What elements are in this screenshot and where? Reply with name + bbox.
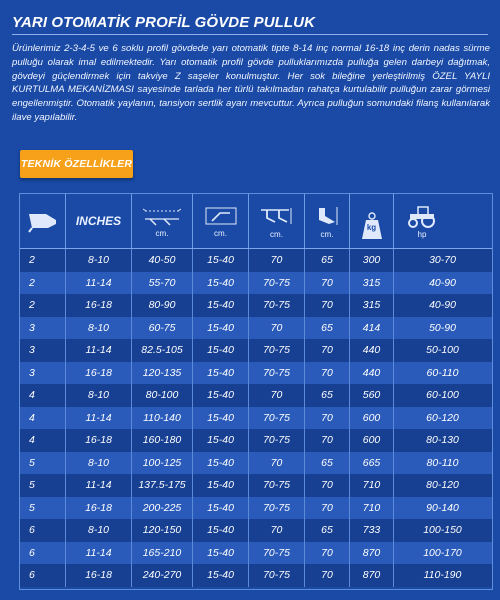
table-cell: 6 bbox=[20, 542, 66, 565]
table-cell: 15-40 bbox=[193, 339, 249, 362]
table-cell: 16-18 bbox=[66, 497, 132, 520]
table-cell: 440 bbox=[350, 339, 394, 362]
table-cell: 16-18 bbox=[66, 564, 132, 587]
table-cell: 70-75 bbox=[249, 407, 305, 430]
table-cell: 80-110 bbox=[426, 456, 459, 469]
table-cell: 315 bbox=[350, 272, 394, 295]
table-cell: 15-40 bbox=[193, 429, 249, 452]
table-cell: 80-100 bbox=[132, 384, 193, 407]
table-cell: 70 bbox=[305, 407, 350, 430]
table-row bbox=[20, 474, 492, 497]
specs-table bbox=[19, 193, 493, 590]
table-cell: 70-75 bbox=[249, 564, 305, 587]
table-cell: 100-170 bbox=[423, 546, 462, 559]
title-divider bbox=[12, 34, 488, 35]
table-cell: 110-140 bbox=[132, 407, 193, 430]
table-cell: 15-40 bbox=[193, 519, 249, 542]
table-cell: 15-40 bbox=[193, 542, 249, 565]
table-cell: 30-70 bbox=[429, 254, 456, 267]
working-width-header: cm. bbox=[132, 194, 193, 248]
beam-height-header: cm. bbox=[305, 194, 350, 248]
table-cell: 70 bbox=[305, 294, 350, 317]
table-cell: 160-180 bbox=[132, 429, 193, 452]
table-cell: 60-120 bbox=[426, 411, 459, 424]
table-cell: 5 bbox=[20, 497, 66, 520]
working-depth-icon bbox=[204, 205, 238, 227]
table-row bbox=[20, 429, 492, 452]
table-cell: 70-75 bbox=[249, 272, 305, 295]
table-cell: 55-70 bbox=[132, 272, 193, 295]
table-cell: 560 bbox=[350, 384, 394, 407]
table-cell: 440 bbox=[350, 362, 394, 385]
table-cell: 165-210 bbox=[132, 542, 193, 565]
table-row bbox=[20, 384, 492, 407]
table-cell: 40-90 bbox=[429, 276, 456, 289]
table-cell: 15-40 bbox=[193, 474, 249, 497]
table-cell: 200-225 bbox=[132, 497, 193, 520]
table-row bbox=[20, 542, 492, 565]
table-cell: 2 bbox=[20, 294, 66, 317]
table-cell: 80-120 bbox=[426, 479, 459, 492]
table-cell: 2 bbox=[20, 249, 66, 272]
table-cell: 11-14 bbox=[66, 407, 132, 430]
table-cell: 870 bbox=[350, 542, 394, 565]
table-row bbox=[20, 497, 492, 520]
table-cell: 90-140 bbox=[426, 501, 459, 514]
table-cell: 70 bbox=[305, 272, 350, 295]
tractor-icon bbox=[406, 204, 438, 228]
table-row bbox=[20, 519, 492, 542]
working-depth-header: cm. bbox=[193, 194, 249, 248]
table-cell: 2 bbox=[20, 272, 66, 295]
table-cell: 137.5-175 bbox=[132, 474, 193, 497]
table-cell: 70 bbox=[249, 452, 305, 475]
table-cell: 70 bbox=[305, 362, 350, 385]
table-cell: 80-90 bbox=[132, 294, 193, 317]
table-cell: 15-40 bbox=[193, 362, 249, 385]
table-cell: 11-14 bbox=[66, 474, 132, 497]
table-cell: 70 bbox=[305, 542, 350, 565]
table-row bbox=[20, 407, 492, 430]
table-cell: 3 bbox=[20, 339, 66, 362]
table-cell: 65 bbox=[305, 317, 350, 340]
table-cell: 6 bbox=[20, 519, 66, 542]
product-description: Ürünlerimiz 2-3-4-5 ve 6 soklu profil gövdede yarı otomatik tipte 8-14 inç normal 16-18 inç derin nadas sürme pulluğu olarak imal edilmektedir. Yarı otomatik profil gövde pulluklarımızda pulluğa gelen darbeyi dağıtmak, gövdeyi güçlendirmek için takviye Z saşeler konulmuştur. Her sok bileğine yerleştirilmiş ÖZEL YAYLI KURTULMA MEKANİZMASI sayesinde tarlada her türlü takılmadan rahatça kurtulabilir pulluğun zarar görmesi engellenmiştir. Otomatik yaylanın, tansiyon sertlik ayarı mevcuttur. Ayrıca pulluğun somundaki filanş kullanılarak ilave yapılabilir. bbox=[12, 43, 490, 123]
table-cell: 65 bbox=[305, 384, 350, 407]
table-cell: 414 bbox=[350, 317, 394, 340]
tractor-power-header: hp bbox=[394, 194, 450, 248]
table-row bbox=[20, 339, 492, 362]
table-cell: 70-75 bbox=[249, 497, 305, 520]
table-body bbox=[20, 249, 492, 587]
table-cell: 60-110 bbox=[426, 366, 459, 379]
table-cell: 70 bbox=[249, 384, 305, 407]
table-cell: 15-40 bbox=[193, 272, 249, 295]
page-title: YARI OTOMATİK PROFİL GÖVDE PULLUK bbox=[12, 14, 316, 31]
table-cell: 110-190 bbox=[423, 569, 462, 582]
table-cell: 3 bbox=[20, 317, 66, 340]
table-cell: 40-90 bbox=[429, 299, 456, 312]
technical-specs-button[interactable]: TEKNİK ÖZELLİKLER bbox=[20, 150, 133, 178]
table-cell: 16-18 bbox=[66, 362, 132, 385]
table-cell: 8-10 bbox=[66, 519, 132, 542]
table-cell: 11-14 bbox=[66, 542, 132, 565]
table-header bbox=[20, 194, 492, 249]
table-row bbox=[20, 272, 492, 295]
weight-header: kg bbox=[350, 194, 394, 248]
table-cell: 120-150 bbox=[132, 519, 193, 542]
table-cell: 65 bbox=[305, 452, 350, 475]
table-cell: 15-40 bbox=[193, 452, 249, 475]
frame-clearance-icon bbox=[259, 204, 295, 228]
table-cell: 870 bbox=[350, 564, 394, 587]
beam-height-icon bbox=[313, 204, 341, 228]
frame-clearance-header: cm. bbox=[249, 194, 305, 248]
table-cell: 4 bbox=[20, 407, 66, 430]
table-cell: 70-75 bbox=[249, 429, 305, 452]
table-cell: 710 bbox=[350, 497, 394, 520]
inches-header: INCHES bbox=[66, 194, 132, 248]
table-cell: 65 bbox=[305, 519, 350, 542]
table-cell: 70-75 bbox=[249, 294, 305, 317]
table-cell: 60-100 bbox=[426, 389, 459, 402]
table-cell: 6 bbox=[20, 564, 66, 587]
table-cell: 8-10 bbox=[66, 249, 132, 272]
table-cell: 50-100 bbox=[426, 344, 459, 357]
table-cell: 5 bbox=[20, 474, 66, 497]
table-cell: 16-18 bbox=[66, 294, 132, 317]
table-cell: 3 bbox=[20, 362, 66, 385]
table-cell: 82.5-105 bbox=[132, 339, 193, 362]
table-cell: 70 bbox=[305, 497, 350, 520]
table-cell: 60-75 bbox=[132, 317, 193, 340]
table-cell: 70 bbox=[249, 519, 305, 542]
table-cell: 40-50 bbox=[132, 249, 193, 272]
table-cell: 8-10 bbox=[66, 317, 132, 340]
table-cell: 70-75 bbox=[249, 542, 305, 565]
table-cell: 70 bbox=[305, 429, 350, 452]
table-row bbox=[20, 317, 492, 340]
table-cell: 8-10 bbox=[66, 452, 132, 475]
table-cell: 16-18 bbox=[66, 429, 132, 452]
table-row bbox=[20, 564, 492, 587]
table-row bbox=[20, 362, 492, 385]
table-cell: 70 bbox=[305, 339, 350, 362]
table-cell: 70 bbox=[249, 317, 305, 340]
table-cell: 11-14 bbox=[66, 339, 132, 362]
table-cell: 15-40 bbox=[193, 497, 249, 520]
table-row bbox=[20, 249, 492, 272]
table-cell: 70 bbox=[305, 474, 350, 497]
table-cell: 4 bbox=[20, 384, 66, 407]
table-cell: 600 bbox=[350, 407, 394, 430]
table-cell: 300 bbox=[350, 249, 394, 272]
table-cell: 15-40 bbox=[193, 564, 249, 587]
table-row bbox=[20, 452, 492, 475]
table-cell: 11-14 bbox=[66, 272, 132, 295]
table-cell: 65 bbox=[305, 249, 350, 272]
table-cell: 15-40 bbox=[193, 294, 249, 317]
table-cell: 70 bbox=[305, 564, 350, 587]
working-width-icon bbox=[142, 205, 182, 227]
table-cell: 120-135 bbox=[132, 362, 193, 385]
table-cell: 5 bbox=[20, 452, 66, 475]
table-cell: 315 bbox=[350, 294, 394, 317]
table-cell: 15-40 bbox=[193, 249, 249, 272]
table-cell: 15-40 bbox=[193, 317, 249, 340]
table-cell: 240-270 bbox=[132, 564, 193, 587]
table-cell: 665 bbox=[350, 452, 394, 475]
table-cell: 80-130 bbox=[426, 434, 459, 447]
table-cell: 70 bbox=[249, 249, 305, 272]
table-cell: 70-75 bbox=[249, 474, 305, 497]
table-cell: 8-10 bbox=[66, 384, 132, 407]
table-cell: 600 bbox=[350, 429, 394, 452]
table-row bbox=[20, 294, 492, 317]
table-cell: 710 bbox=[350, 474, 394, 497]
table-cell: 50-90 bbox=[429, 321, 456, 334]
plow-body-icon bbox=[20, 194, 66, 248]
table-cell: 100-150 bbox=[423, 524, 462, 537]
table-cell: 100-125 bbox=[132, 452, 193, 475]
table-cell: 15-40 bbox=[193, 384, 249, 407]
table-cell: 4 bbox=[20, 429, 66, 452]
table-cell: 70-75 bbox=[249, 362, 305, 385]
table-cell: 733 bbox=[350, 519, 394, 542]
table-cell: 15-40 bbox=[193, 407, 249, 430]
table-cell: 70-75 bbox=[249, 339, 305, 362]
